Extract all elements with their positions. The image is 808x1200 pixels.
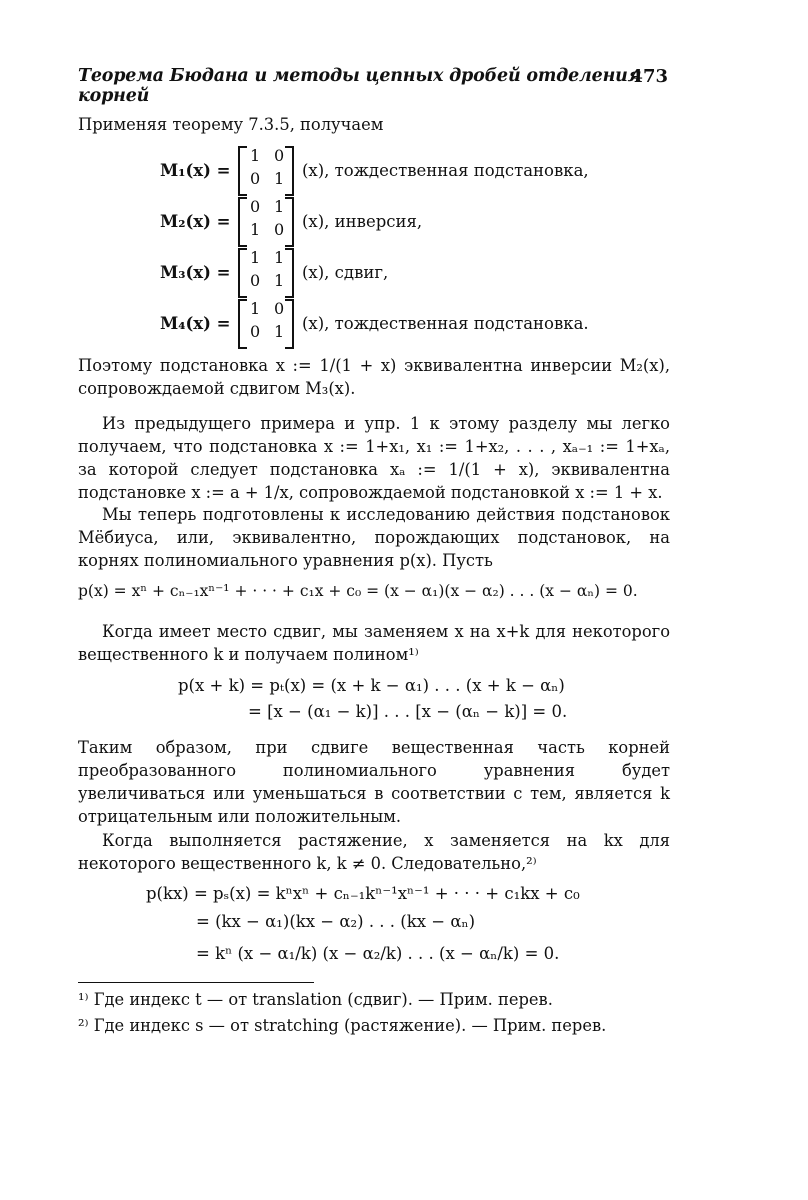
matrix-cell: 0 [274, 299, 285, 318]
matrix [238, 248, 294, 296]
equation-stretch-line-1: p(kx) = pₛ(x) = kⁿxⁿ + cₙ₋₁kⁿ⁻¹xⁿ⁻¹ + · · · + c₁kx + c₀ [146, 884, 580, 903]
running-header [78, 64, 668, 106]
matrix-cell: 1 [250, 299, 261, 318]
equation-stretch-line-3: = kⁿ (x − α₁/k) (x − α₂/k) . . . (x − αₙ/k) = 0. [196, 944, 560, 963]
left-bracket [238, 197, 247, 247]
matrix-description: (x), инверсия, [302, 212, 423, 231]
running-title: Теорема Бюдана и методы цепных дробей отделения корней [78, 66, 642, 106]
left-bracket [238, 299, 247, 349]
right-bracket [285, 248, 294, 298]
footnote-2: ²⁾ Где индекс s — от stratching (растяжение). — Прим. перев. [78, 1016, 607, 1035]
intro-line: Применяя теорему 7.3.5, получаем [78, 115, 384, 134]
matrix-label: M₂(x) = [160, 212, 231, 231]
matrix-cell: 0 [250, 322, 261, 341]
matrix-cell: 0 [274, 220, 285, 239]
equation-shift-line-1: p(x + k) = pₜ(x) = (x + k − α₁) . . . (x + k − αₙ) [178, 676, 565, 695]
paragraph-1: Поэтому подстановка x := 1/(1 + x) эквивалентна инверсии M₂(x), сопровождаемой сдвигом M₃(x). [78, 356, 670, 398]
matrix-label: M₃(x) = [160, 263, 231, 282]
matrix-cell: 1 [274, 169, 285, 188]
paragraph-5: Таким образом, при сдвиге вещественная часть корней преобразованного полиномиального уравнения будет увеличиваться или уменьшаться в соответствии с тем, является k отрицательным или положительным. [78, 738, 670, 826]
matrix-label: M₄(x) = [160, 314, 231, 333]
matrix-cell: 0 [250, 169, 261, 188]
left-bracket [238, 248, 247, 298]
matrix-cell: 1 [274, 271, 285, 290]
paragraph-2: Из предыдущего примера и упр. 1 к этому разделу мы легко получаем, что подстановка x := 1+x₁, x₁ := 1+x₂, . . . , xₐ₋₁ := 1+xₐ, за которой следует подстановка xₐ := 1/(1 + x), эквивалентна подстановке x := a + 1/x, сопровождаемой подстановкой x := 1 + x. [78, 414, 670, 502]
paragraph-4: Когда имеет место сдвиг, мы заменяем x на x+k для некоторого вещественного k и получаем полином¹⁾ [78, 622, 670, 664]
equation-stretch-line-2: = (kx − α₁)(kx − α₂) . . . (kx − αₙ) [196, 912, 476, 931]
matrix-cell: 1 [250, 248, 261, 267]
footnote-rule [78, 982, 314, 983]
matrix-cell: 1 [274, 248, 285, 267]
matrix-label: M₁(x) = [160, 161, 231, 180]
paragraph-6: Когда выполняется растяжение, x заменяется на kx для некоторого вещественного k, k ≠ 0. Следовательно,²⁾ [78, 831, 670, 873]
matrix-cell: 0 [250, 197, 261, 216]
paragraph-3: Мы теперь подготовлены к исследованию действия подстановок Мёбиуса, или, эквивалентно, порождающих подстановок, на корнях полиномиального уравнения p(x). Пусть [78, 505, 670, 570]
matrix-description: (x), тождественная подстановка. [302, 314, 589, 333]
matrix [238, 146, 294, 194]
matrix-cell: 1 [274, 322, 285, 341]
equation-shift-line-2: = [x − (α₁ − k)] . . . [x − (αₙ − k)] = 0. [248, 702, 568, 721]
matrix [238, 197, 294, 245]
right-bracket [285, 146, 294, 196]
matrix [238, 299, 294, 347]
page-number: 473 [630, 66, 668, 87]
matrix-cell: 0 [250, 271, 261, 290]
matrix-cell: 1 [250, 220, 261, 239]
matrix-cell: 1 [274, 197, 285, 216]
right-bracket [285, 299, 294, 349]
matrix-description: (x), тождественная подстановка, [302, 161, 589, 180]
right-bracket [285, 197, 294, 247]
matrix-description: (x), сдвиг, [302, 263, 389, 282]
matrix-cell: 0 [274, 146, 285, 165]
matrix-cell: 1 [250, 146, 261, 165]
equation-polynomial: p(x) = xⁿ + cₙ₋₁xⁿ⁻¹ + · · · + c₁x + c₀ = (x − α₁)(x − α₂) . . . (x − αₙ) = 0. [78, 582, 638, 600]
footnote-1: ¹⁾ Где индекс t — от translation (сдвиг). — Прим. перев. [78, 990, 553, 1009]
left-bracket [238, 146, 247, 196]
